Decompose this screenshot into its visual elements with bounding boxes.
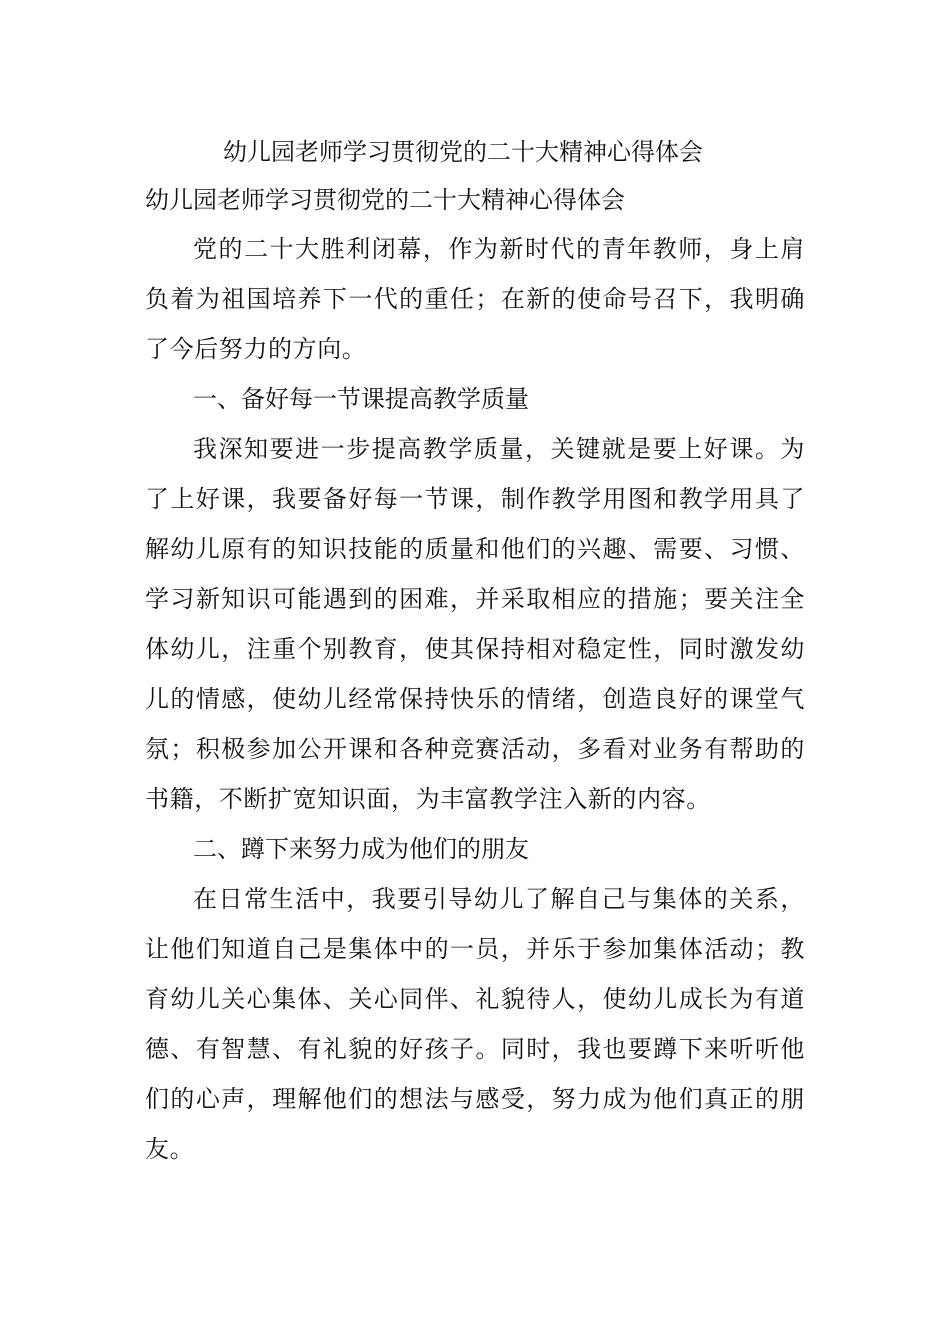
intro-paragraph: 党的二十大胜利闭幕，作为新时代的青年教师，身上肩负着为祖国培养下一代的重任；在新的使命号召下，我明确了今后努力的方向。 (145, 235, 805, 363)
document-title: 幼儿园老师学习贯彻党的二十大精神心得体会 (223, 138, 703, 166)
document-content (145, 128, 805, 1174)
document-subtitle: 幼儿园老师学习贯彻党的二十大精神心得体会 (145, 186, 625, 214)
section-body-2: 在日常生活中，我要引导幼儿了解自己与集体的关系，让他们知道自己是集体中的一员，并乐于参加集体活动；教育幼儿关心集体、关心同伴、礼貌待人，使幼儿成长为有道德、有智慧、有礼貌的好孩子。同时，我也要蹲下来听听他们的心声，理解他们的想法与感受，努力成为他们真正的朋友。 (145, 885, 805, 1163)
section-heading-1: 一、备好每一节课提高教学质量 (193, 385, 529, 413)
section-heading-2: 二、蹲下来努力成为他们的朋友 (193, 835, 529, 863)
section-body-1: 我深知要进一步提高教学质量，关键就是要上好课。为了上好课，我要备好每一节课，制作教学用图和教学用具了解幼儿原有的知识技能的质量和他们的兴趣、需要、习惯、学习新知识可能遇到的困难，并采取相应的措施；要关注全体幼儿，注重个别教育，使其保持相对稳定性，同时激发幼儿的情感，使幼儿经常保持快乐的情绪，创造良好的课堂气氛；积极参加公开课和各种竞赛活动，多看对业务有帮助的书籍，不断扩宽知识面，为丰富教学注入新的内容。 (145, 435, 805, 813)
